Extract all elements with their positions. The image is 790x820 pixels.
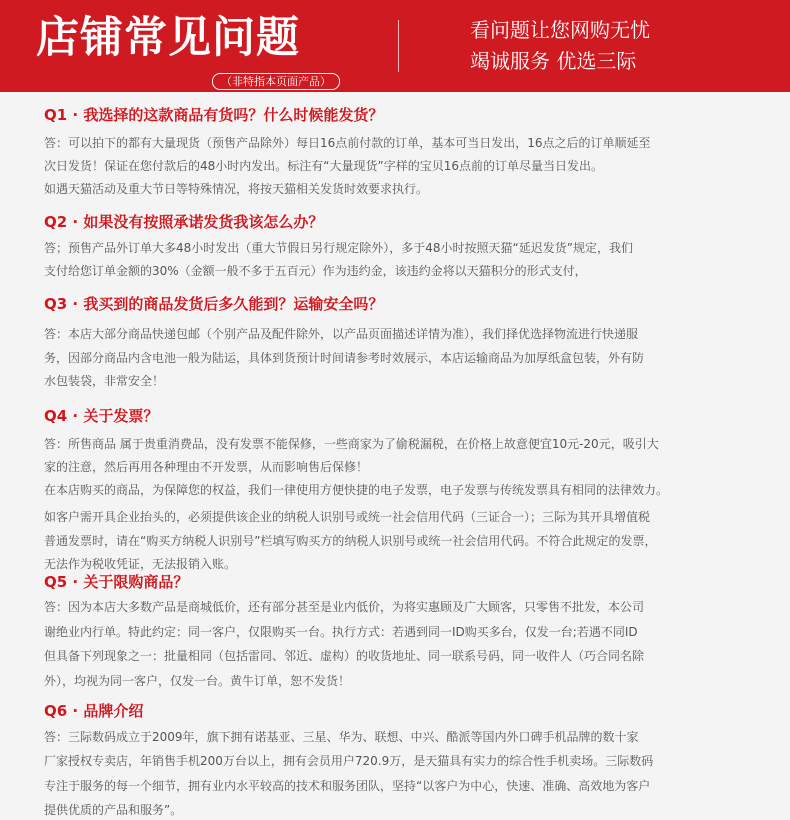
faq-answer-line: 支付给您订单金额的30%（金额一般不多于五百元）作为违约金，该违约金将以天猫积分的形式支付， xyxy=(44,264,587,278)
faq-answer-line: 厂家授权专卖店，年销售手机200万台以上，拥有会员用户720.9万，是天猫具有实力的综合性手机卖场。三际数码 xyxy=(44,754,654,768)
slogan-line-2: 竭诚服务 优选三际 xyxy=(470,49,637,73)
faq-answer-line: 答：可以拍下的都有大量现货（预售产品除外）每日16点前付款的订单，基本可当日发出，16点之后的订单顺延至 xyxy=(44,136,651,150)
faq-question-6: Q6 · 品牌介绍 xyxy=(44,702,144,720)
faq-answer-line: 水包装袋，非常安全！ xyxy=(44,374,165,388)
faq-answer-line: 次日发货！保证在您付款后的48小时内发出。标注有“大量现货”字样的宝贝16点前的订单尽量当日发出。 xyxy=(44,159,603,173)
faq-question-2: Q2 · 如果没有按照承诺发货我该怎么办？ xyxy=(44,213,324,231)
faq-answer-line: 务，因部分商品内含电池一般为陆运，具体到货预计时间请参考时效展示，本店运输商品为加厚纸盒包装，外有防 xyxy=(44,351,645,365)
faq-answer-line: 家的注意，然后再用各种理由不开发票，从而影响售后保修！ xyxy=(44,460,369,474)
faq-answer-line: 普通发票时，请在“购买方纳税人识别号”栏填写购买方的纳税人识别号或统一社会信用代码。不符合此规定的发票， xyxy=(44,534,657,548)
slogan-line-1: 看问题让您网购无忧 xyxy=(470,18,650,42)
faq-question-3: Q3 · 我买到的商品发货后多久能到？运输安全吗？ xyxy=(44,295,384,313)
faq-question-1: Q1 · 我选择的这款商品有货吗？什么时候能发货？ xyxy=(44,106,384,124)
header-banner xyxy=(0,0,790,92)
faq-answer-line: 如客户需开具企业抬头的，必须提供该企业的纳税人识别号或统一社会信用代码（三证合一）；三际为其开具增值税 xyxy=(44,510,651,524)
faq-question-4: Q4 · 关于发票？ xyxy=(44,407,159,425)
faq-answer-line: 在本店购买的商品，为保障您的权益，我们一律使用方便快捷的电子发票，电子发票与传统发票具有相同的法律效力。 xyxy=(44,483,669,497)
faq-answer-line: 但具备下列现象之一：批量相同（包括雷同、邻近、虚构）的收货地址、同一联系号码，同一收件人（巧合同名除 xyxy=(44,649,645,663)
faq-answer-line: 答；预售产品外订单大多48小时发出（重大节假日另行规定除外），多于48小时按照天猫“延迟发货”规定，我们 xyxy=(44,241,633,255)
faq-answer-line: 答：本店大部分商品快递包邮（个别产品及配件除外，以产品页面描述详情为准），我们择优选择物流进行快递服 xyxy=(44,327,639,341)
faq-answer-line: 提供优质的产品和服务”。 xyxy=(44,803,183,817)
faq-answer-line: 答：所售商品 属于贵重消费品，没有发票不能保修，一些商家为了偷税漏税，在价格上故意便宜10元-20元，吸引大 xyxy=(44,437,659,451)
faq-answer-line: 无法作为税收凭证，无法报销入账。 xyxy=(44,557,237,571)
faq-answer-line: 如遇天猫活动及重大节日等特殊情况，将按天猫相关发货时效要求执行。 xyxy=(44,182,429,196)
faq-answer-line: 谢绝业内行单。特此约定：同一客户，仅限购买一台。执行方式：若遇到同一ID购买多台，仅发一台;若遇不同ID xyxy=(44,625,638,639)
page-title: 店铺常见问题 xyxy=(36,13,300,63)
banner-divider xyxy=(398,20,399,72)
faq-answer-line: 答：三际数码成立于2009年，旗下拥有诺基亚、三星、华为、联想、中兴、酷派等国内外口碑手机品牌的数十家 xyxy=(44,730,639,744)
faq-question-5: Q5 · 关于限购商品？ xyxy=(44,573,189,591)
faq-answer-line: 专注于服务的每一个细节，拥有业内水平较高的技术和服务团队，坚持“以客户为中心，快速、准确、高效地为客户 xyxy=(44,779,651,793)
page-subtitle: （非特指本页面产品） xyxy=(212,73,340,90)
faq-answer-line: 外），均视为同一客户，仅发一台。黄牛订单，恕不发货！ xyxy=(44,674,351,688)
faq-answer-line: 答：因为本店大多数产品是商城低价，还有部分甚至是业内低价，为将实惠顾及广大顾客，只零售不批发，本公司 xyxy=(44,600,645,614)
